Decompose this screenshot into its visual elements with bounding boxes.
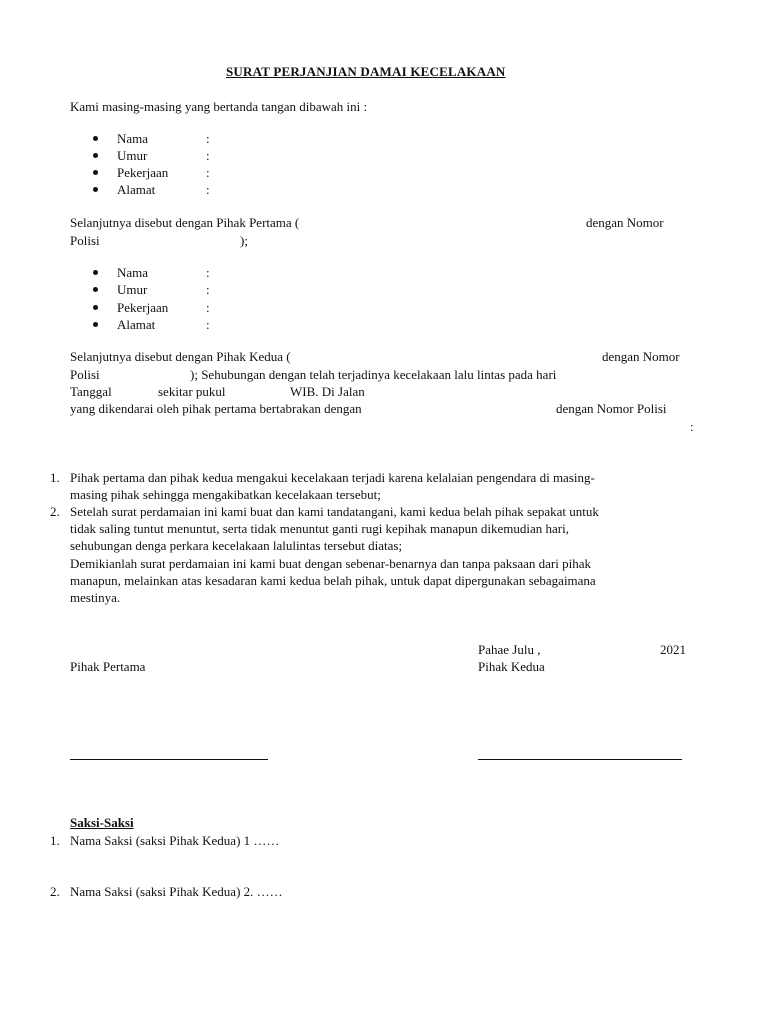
bullet-icon bbox=[93, 322, 98, 327]
point-line: sehubungan denga perkara kecelakaan lalulintas tersebut diatas; bbox=[70, 538, 403, 553]
second-party-line1-right: dengan Nomor bbox=[602, 349, 680, 364]
first-party-line2-left: Polisi bbox=[70, 233, 100, 248]
field-colon: : bbox=[206, 148, 210, 163]
witness-item: Nama Saksi (saksi Pihak Kedua) 2. …… bbox=[70, 884, 283, 899]
point-number: 1. bbox=[50, 470, 60, 485]
point-line: Pihak pertama dan pihak kedua mengakui kecelakaan terjadi karena kelalaian pengendara di masing- bbox=[70, 470, 595, 485]
field-label: Alamat bbox=[117, 317, 156, 332]
trailing-colon: : bbox=[690, 419, 694, 434]
bullet-icon bbox=[93, 305, 98, 310]
first-party-signature-line bbox=[70, 759, 268, 760]
point-line: tidak saling tuntut menuntut, serta tidak menuntut ganti rugi kepihak manapun dikemudian hari, bbox=[70, 521, 569, 536]
point-number: 2. bbox=[50, 504, 60, 519]
second-party-line2-mid: ); Sehubungan dengan telah terjadinya kecelakaan lalu lintas pada hari bbox=[190, 367, 557, 382]
second-party-signature-line bbox=[478, 759, 682, 760]
point-line: Setelah surat perdamaian ini kami buat dan kami tandatangani, kami kedua belah pihak sepakat untuk bbox=[70, 504, 599, 519]
field-label: Pekerjaan bbox=[117, 165, 169, 180]
field-label: Alamat bbox=[117, 182, 156, 197]
field-colon: : bbox=[206, 317, 210, 332]
second-party-signature-label: Pihak Kedua bbox=[478, 659, 545, 674]
time-label: sekitar pukul bbox=[158, 384, 226, 399]
intro-text: Kami masing-masing yang bertanda tangan dibawah ini : bbox=[70, 99, 368, 114]
point-line: masing pihak sehingga mengakibatkan kecelakaan tersebut; bbox=[70, 487, 381, 502]
field-label: Umur bbox=[117, 282, 148, 297]
bullet-icon bbox=[93, 153, 98, 158]
field-colon: : bbox=[206, 300, 210, 315]
field-colon: : bbox=[206, 282, 210, 297]
year-label: 2021 bbox=[660, 642, 686, 657]
document-title: SURAT PERJANJIAN DAMAI KECELAKAAN bbox=[226, 64, 506, 79]
date-label: Tanggal bbox=[70, 384, 112, 399]
first-party-line1-left: Selanjutnya disebut dengan Pihak Pertama ( bbox=[70, 215, 300, 230]
bullet-icon bbox=[93, 270, 98, 275]
field-label: Umur bbox=[117, 148, 148, 163]
place-label: Pahae Julu , bbox=[478, 642, 541, 657]
field-colon: : bbox=[206, 265, 210, 280]
first-party-line2-right: ); bbox=[240, 233, 248, 248]
first-party-signature-label: Pihak Pertama bbox=[70, 659, 146, 674]
collision-line-right: dengan Nomor Polisi bbox=[556, 401, 667, 416]
bullet-icon bbox=[93, 136, 98, 141]
closing-line: manapun, melainkan atas kesadaran kami kedua belah pihak, untuk dapat dipergunakan sebagaimana bbox=[70, 573, 596, 588]
witness-number: 2. bbox=[50, 884, 60, 899]
field-colon: : bbox=[206, 165, 210, 180]
collision-line-left: yang dikendarai oleh pihak pertama bertabrakan dengan bbox=[70, 401, 362, 416]
closing-line: mestinya. bbox=[70, 590, 121, 605]
field-label: Pekerjaan bbox=[117, 300, 169, 315]
witness-number: 1. bbox=[50, 833, 60, 848]
field-colon: : bbox=[206, 131, 210, 146]
street-label: WIB. Di Jalan bbox=[290, 384, 365, 399]
witness-heading: Saksi-Saksi bbox=[70, 815, 134, 830]
bullet-icon bbox=[93, 187, 98, 192]
closing-line: Demikianlah surat perdamaian ini kami buat dengan sebenar-benarnya dan tanpa paksaan dari pihak bbox=[70, 556, 591, 571]
bullet-icon bbox=[93, 287, 98, 292]
second-party-line2-left: Polisi bbox=[70, 367, 100, 382]
witness-item: Nama Saksi (saksi Pihak Kedua) 1 …… bbox=[70, 833, 280, 848]
field-colon: : bbox=[206, 182, 210, 197]
second-party-line1-left: Selanjutnya disebut dengan Pihak Kedua ( bbox=[70, 349, 291, 364]
field-label: Nama bbox=[117, 265, 149, 280]
bullet-icon bbox=[93, 170, 98, 175]
first-party-line1-right: dengan Nomor bbox=[586, 215, 664, 230]
field-label: Nama bbox=[117, 131, 149, 146]
